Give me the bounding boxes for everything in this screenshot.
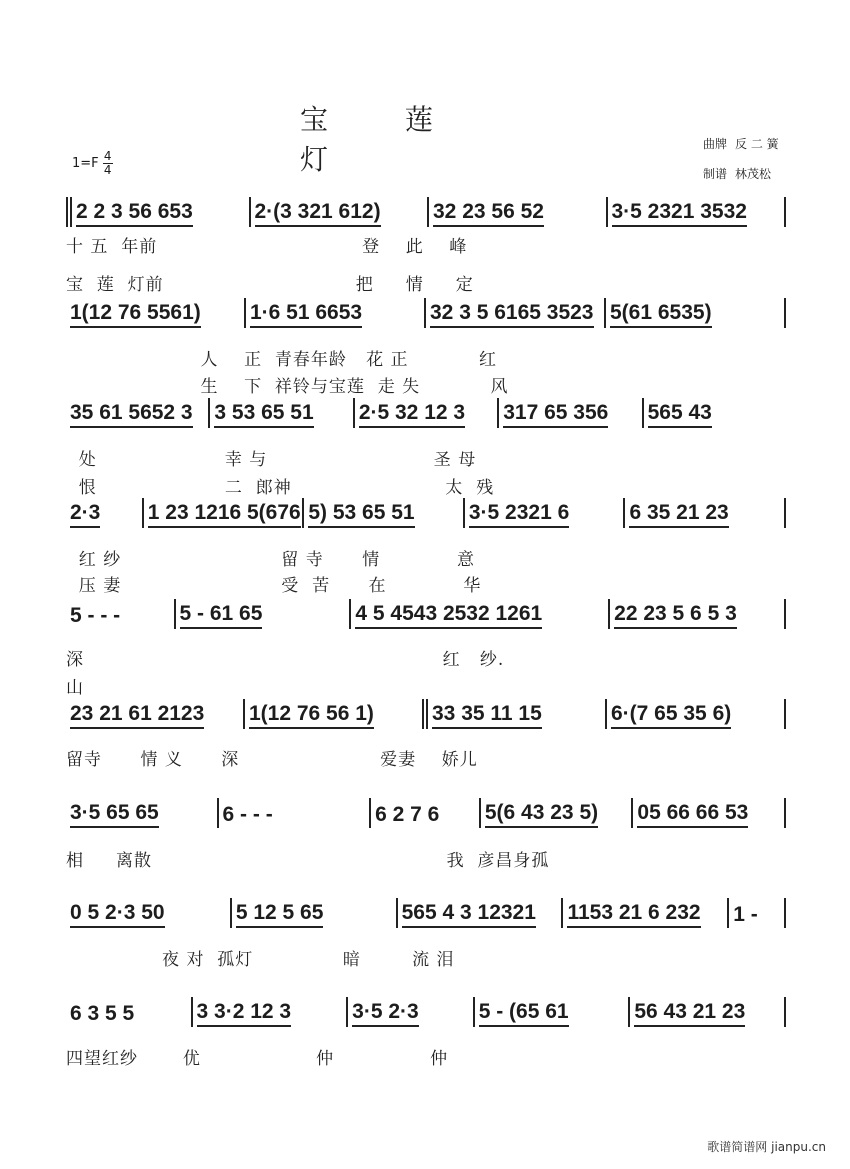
score-line-1 — [66, 197, 786, 227]
note-group: 317 65 356 — [503, 402, 608, 428]
lyric-line: 十 五 年前 登 此 峰 — [66, 237, 468, 257]
measure — [429, 201, 606, 227]
lyric-line: 红 纱 留 寺 情 意 — [66, 550, 475, 570]
key-signature — [72, 150, 113, 177]
measure — [66, 502, 142, 528]
measure — [644, 402, 786, 428]
arranger-credit — [703, 165, 771, 182]
lyric-line: 人 正 青春年龄 花 正 红 — [66, 350, 497, 370]
note-group: 5(6 43 23 5) — [485, 802, 598, 828]
note-group: 6·(7 65 35 6) — [611, 703, 731, 729]
measure — [610, 603, 784, 629]
lyric-line: 山 — [66, 678, 84, 698]
note-group: 05 66 66 53 — [637, 802, 748, 828]
score-line-8 — [66, 898, 786, 928]
measure — [465, 502, 624, 528]
measure — [398, 902, 562, 928]
note-group: 5(61 6535) — [610, 302, 712, 328]
note-group: 5 - 61 65 — [180, 603, 263, 629]
note-group: 32 3 5 6165 3523 — [430, 302, 594, 328]
time-top: 4 — [103, 149, 112, 163]
note-group: 4 5 4543 2532 1261 — [355, 603, 542, 629]
measure — [219, 804, 370, 828]
note-group: 23 21 61 2123 — [70, 703, 204, 729]
note-group: 2·3 — [70, 502, 100, 528]
footer-watermark — [707, 1138, 826, 1155]
measure — [144, 502, 303, 528]
note-group: 2·(3 321 612) — [255, 201, 381, 227]
measure — [351, 603, 608, 629]
note-group: 6 - - - — [222, 804, 273, 826]
lyric-line: 压 妻 受 苦 在 华 — [66, 576, 482, 596]
measure — [66, 302, 244, 328]
measure — [66, 902, 230, 928]
note-group: 5) 53 65 51 — [308, 502, 414, 528]
measure — [210, 402, 352, 428]
note-group: 3·5 2·3 — [352, 1001, 419, 1027]
note-group: 3 53 65 51 — [214, 402, 313, 428]
barline — [784, 798, 786, 828]
measure — [66, 703, 243, 729]
qupai-value: 反 二 簧 — [735, 137, 779, 151]
note-group: 2·5 32 12 3 — [359, 402, 465, 428]
note-group: 5 12 5 65 — [236, 902, 324, 928]
watermark-site: jianpu.cn — [771, 1140, 826, 1154]
measure — [66, 1003, 191, 1027]
score-line-7 — [66, 798, 786, 828]
lyric-line: 恨 二 郎神 太 残 — [66, 478, 495, 498]
note-group: 5 - - - — [70, 605, 121, 627]
score-line-3 — [66, 398, 786, 428]
measure — [606, 302, 784, 328]
note-group: 3·5 65 65 — [70, 802, 159, 828]
barline — [784, 898, 786, 928]
note-group: 5 - (65 61 — [479, 1001, 569, 1027]
measure — [348, 1001, 473, 1027]
arranger-label: 制谱 — [703, 167, 728, 181]
measure — [72, 201, 249, 227]
note-group: 3·5 2321 3532 — [612, 201, 747, 227]
measure — [607, 703, 784, 729]
time-signature — [103, 150, 113, 177]
note-group: 2 2 3 56 653 — [76, 201, 193, 227]
measure — [66, 605, 174, 629]
note-group: 32 23 56 52 — [433, 201, 544, 227]
note-group: 1(12 76 5561) — [70, 302, 201, 328]
note-group: 6 3 5 5 — [70, 1003, 135, 1025]
barline — [784, 599, 786, 629]
lyric-line: 深 红 纱. — [66, 650, 505, 670]
note-group: 6 2 7 6 — [375, 804, 440, 826]
measure — [428, 703, 605, 729]
note-group: 3·5 2321 6 — [469, 502, 569, 528]
note-group: 1 - — [733, 904, 758, 926]
note-group: 33 35 11 15 — [432, 703, 542, 729]
note-group: 1·6 51 6653 — [250, 302, 362, 328]
measure — [633, 802, 784, 828]
watermark-text: 歌谱简谱网 — [707, 1140, 768, 1154]
lyric-line: 相 离散 我 彦昌身孤 — [66, 851, 550, 871]
score-line-5 — [66, 599, 786, 629]
lyric-line: 处 幸 与 圣 母 — [66, 450, 477, 470]
barline — [784, 498, 786, 528]
note-group: 3 3·2 12 3 — [197, 1001, 292, 1027]
measure — [355, 402, 497, 428]
note-group: 22 23 5 6 5 3 — [614, 603, 737, 629]
lyric-line: 宝 莲 灯前 把 情 定 — [66, 275, 474, 295]
barline — [784, 699, 786, 729]
measure — [729, 904, 784, 928]
measure — [246, 302, 424, 328]
measure — [304, 502, 463, 528]
lyric-line: 留寺 情 义 深 爱妻 娇儿 — [66, 750, 478, 770]
note-group: 1153 21 6 232 — [567, 902, 700, 928]
arranger-name: 林茂松 — [735, 167, 772, 181]
barline — [784, 197, 786, 227]
note-group: 565 43 — [648, 402, 712, 428]
measure — [371, 804, 479, 828]
lyric-line: 生 下 祥铃与宝莲 走 失 风 — [66, 377, 509, 397]
page-title: 宝 莲 灯 — [300, 103, 467, 176]
measure — [499, 402, 641, 428]
measure — [176, 603, 350, 629]
measure — [193, 1001, 347, 1027]
measure — [251, 201, 428, 227]
note-group: 56 43 21 23 — [634, 1001, 745, 1027]
measure — [625, 502, 784, 528]
note-group: 565 4 3 12321 — [402, 902, 536, 928]
measure — [630, 1001, 784, 1027]
measure — [66, 402, 208, 428]
score-line-9 — [66, 997, 786, 1027]
barline — [784, 298, 786, 328]
qupai-label: 曲牌 — [703, 137, 728, 151]
score-line-4 — [66, 498, 786, 528]
note-group: 6 35 21 23 — [629, 502, 728, 528]
barline — [784, 997, 786, 1027]
measure — [481, 802, 632, 828]
score-line-2 — [66, 298, 786, 328]
measure — [563, 902, 727, 928]
key-label: 1=F — [72, 156, 99, 171]
measure — [475, 1001, 629, 1027]
note-group: 1(12 76 56 1) — [249, 703, 374, 729]
qupai-credit — [703, 135, 779, 152]
note-group: 0 5 2·3 50 — [70, 902, 165, 928]
measure — [426, 302, 604, 328]
note-group: 35 61 5652 3 — [70, 402, 193, 428]
score-line-6 — [66, 699, 786, 729]
lyric-line: 夜 对 孤灯 暗 流 泪 — [66, 950, 455, 970]
measure — [608, 201, 785, 227]
measure — [245, 703, 422, 729]
note-group: 1 23 1216 5(676 — [148, 502, 301, 528]
time-bottom: 4 — [103, 163, 112, 177]
measure — [66, 802, 217, 828]
lyric-line: 四望红纱 优 仲 仲 — [66, 1049, 449, 1069]
measure — [232, 902, 396, 928]
